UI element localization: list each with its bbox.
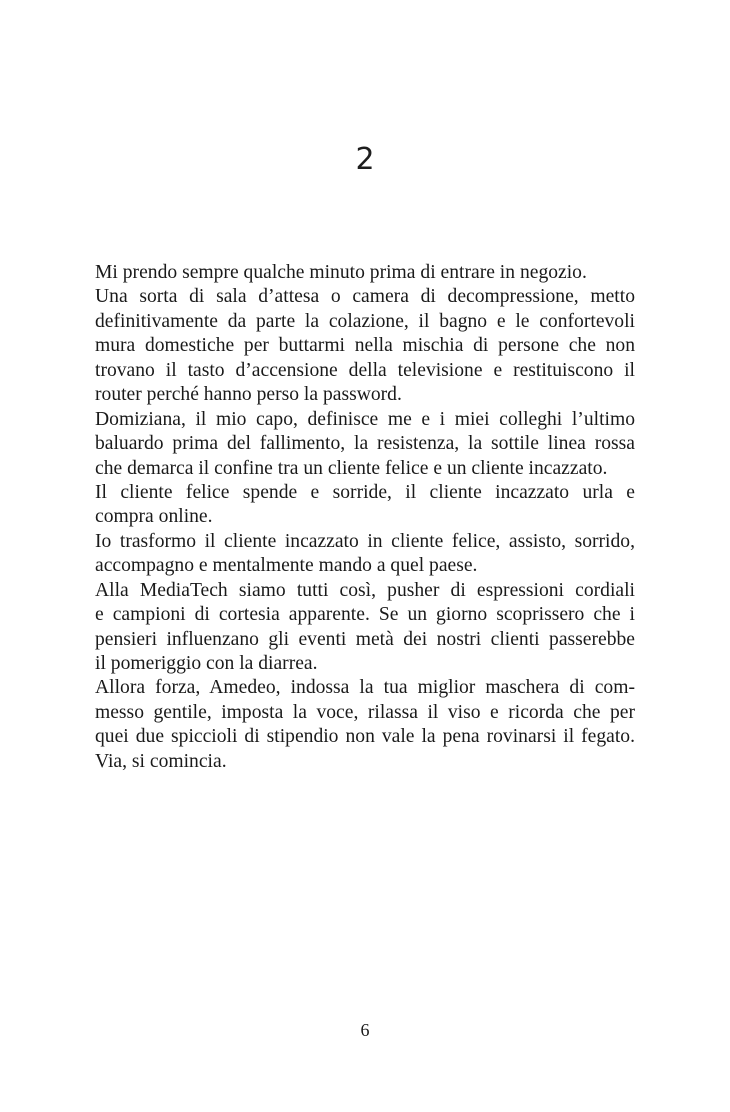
text-line: mura domestiche per buttarmi nella mischia di persone che non	[95, 335, 635, 357]
text-line: compra online.	[95, 506, 213, 528]
text-line: Via, si comincia.	[95, 750, 227, 772]
text-line: Una sorta di sala d’attesa o camera di decompressione, metto	[95, 286, 635, 308]
text-line: Il cliente felice spende e sorride, il cliente incazzato urla e	[95, 481, 635, 503]
text-line: trovano il tasto d’accensione della televisione e restituiscono il	[95, 359, 635, 381]
body-text	[95, 261, 635, 774]
chapter-number: 2	[355, 142, 375, 177]
paragraph	[95, 408, 635, 481]
text-line: Io trasformo il cliente incazzato in cliente felice, assisto, sorrido,	[95, 530, 635, 552]
text-line: pensieri influenzano gli eventi metà dei nostri clienti passerebbe	[95, 628, 635, 650]
paragraph	[95, 530, 635, 579]
text-line: Domiziana, il mio capo, definisce me e i miei colleghi l’ultimo	[95, 408, 635, 430]
text-line: il pomeriggio con la diarrea.	[95, 653, 318, 674]
paragraph	[95, 579, 635, 677]
page-number: 6	[360, 1020, 370, 1040]
text-line: messo gentile, imposta la voce, rilassa il viso e ricorda che per	[95, 701, 635, 723]
text-line: router perché hanno perso la password.	[95, 384, 402, 406]
paragraph	[95, 285, 635, 407]
text-line: Mi prendo sempre qualche minuto prima di entrare in negozio.	[95, 262, 587, 283]
text-line: quei due spiccioli di stipendio non vale la pena rovinarsi il fegato.	[95, 726, 635, 748]
text-line: accompagno e mentalmente mando a quel paese.	[95, 555, 478, 577]
paragraph	[95, 676, 635, 774]
paragraph	[95, 481, 635, 530]
paragraph	[95, 261, 635, 285]
text-line: definitivamente da parte la colazione, il bagno e le confortevoli	[95, 310, 635, 332]
text-line: Alla MediaTech siamo tutti così, pusher di espressioni cordiali	[95, 579, 635, 601]
text-line: baluardo prima del fallimento, la resistenza, la sottile linea rossa	[95, 433, 635, 455]
text-line: Allora forza, Amedeo, indossa la tua miglior maschera di com-	[95, 677, 635, 699]
text-line: che demarca il confine tra un cliente felice e un cliente incazzato.	[95, 457, 608, 479]
text-line: e campioni di cortesia apparente. Se un giorno scoprissero che i	[95, 604, 635, 626]
